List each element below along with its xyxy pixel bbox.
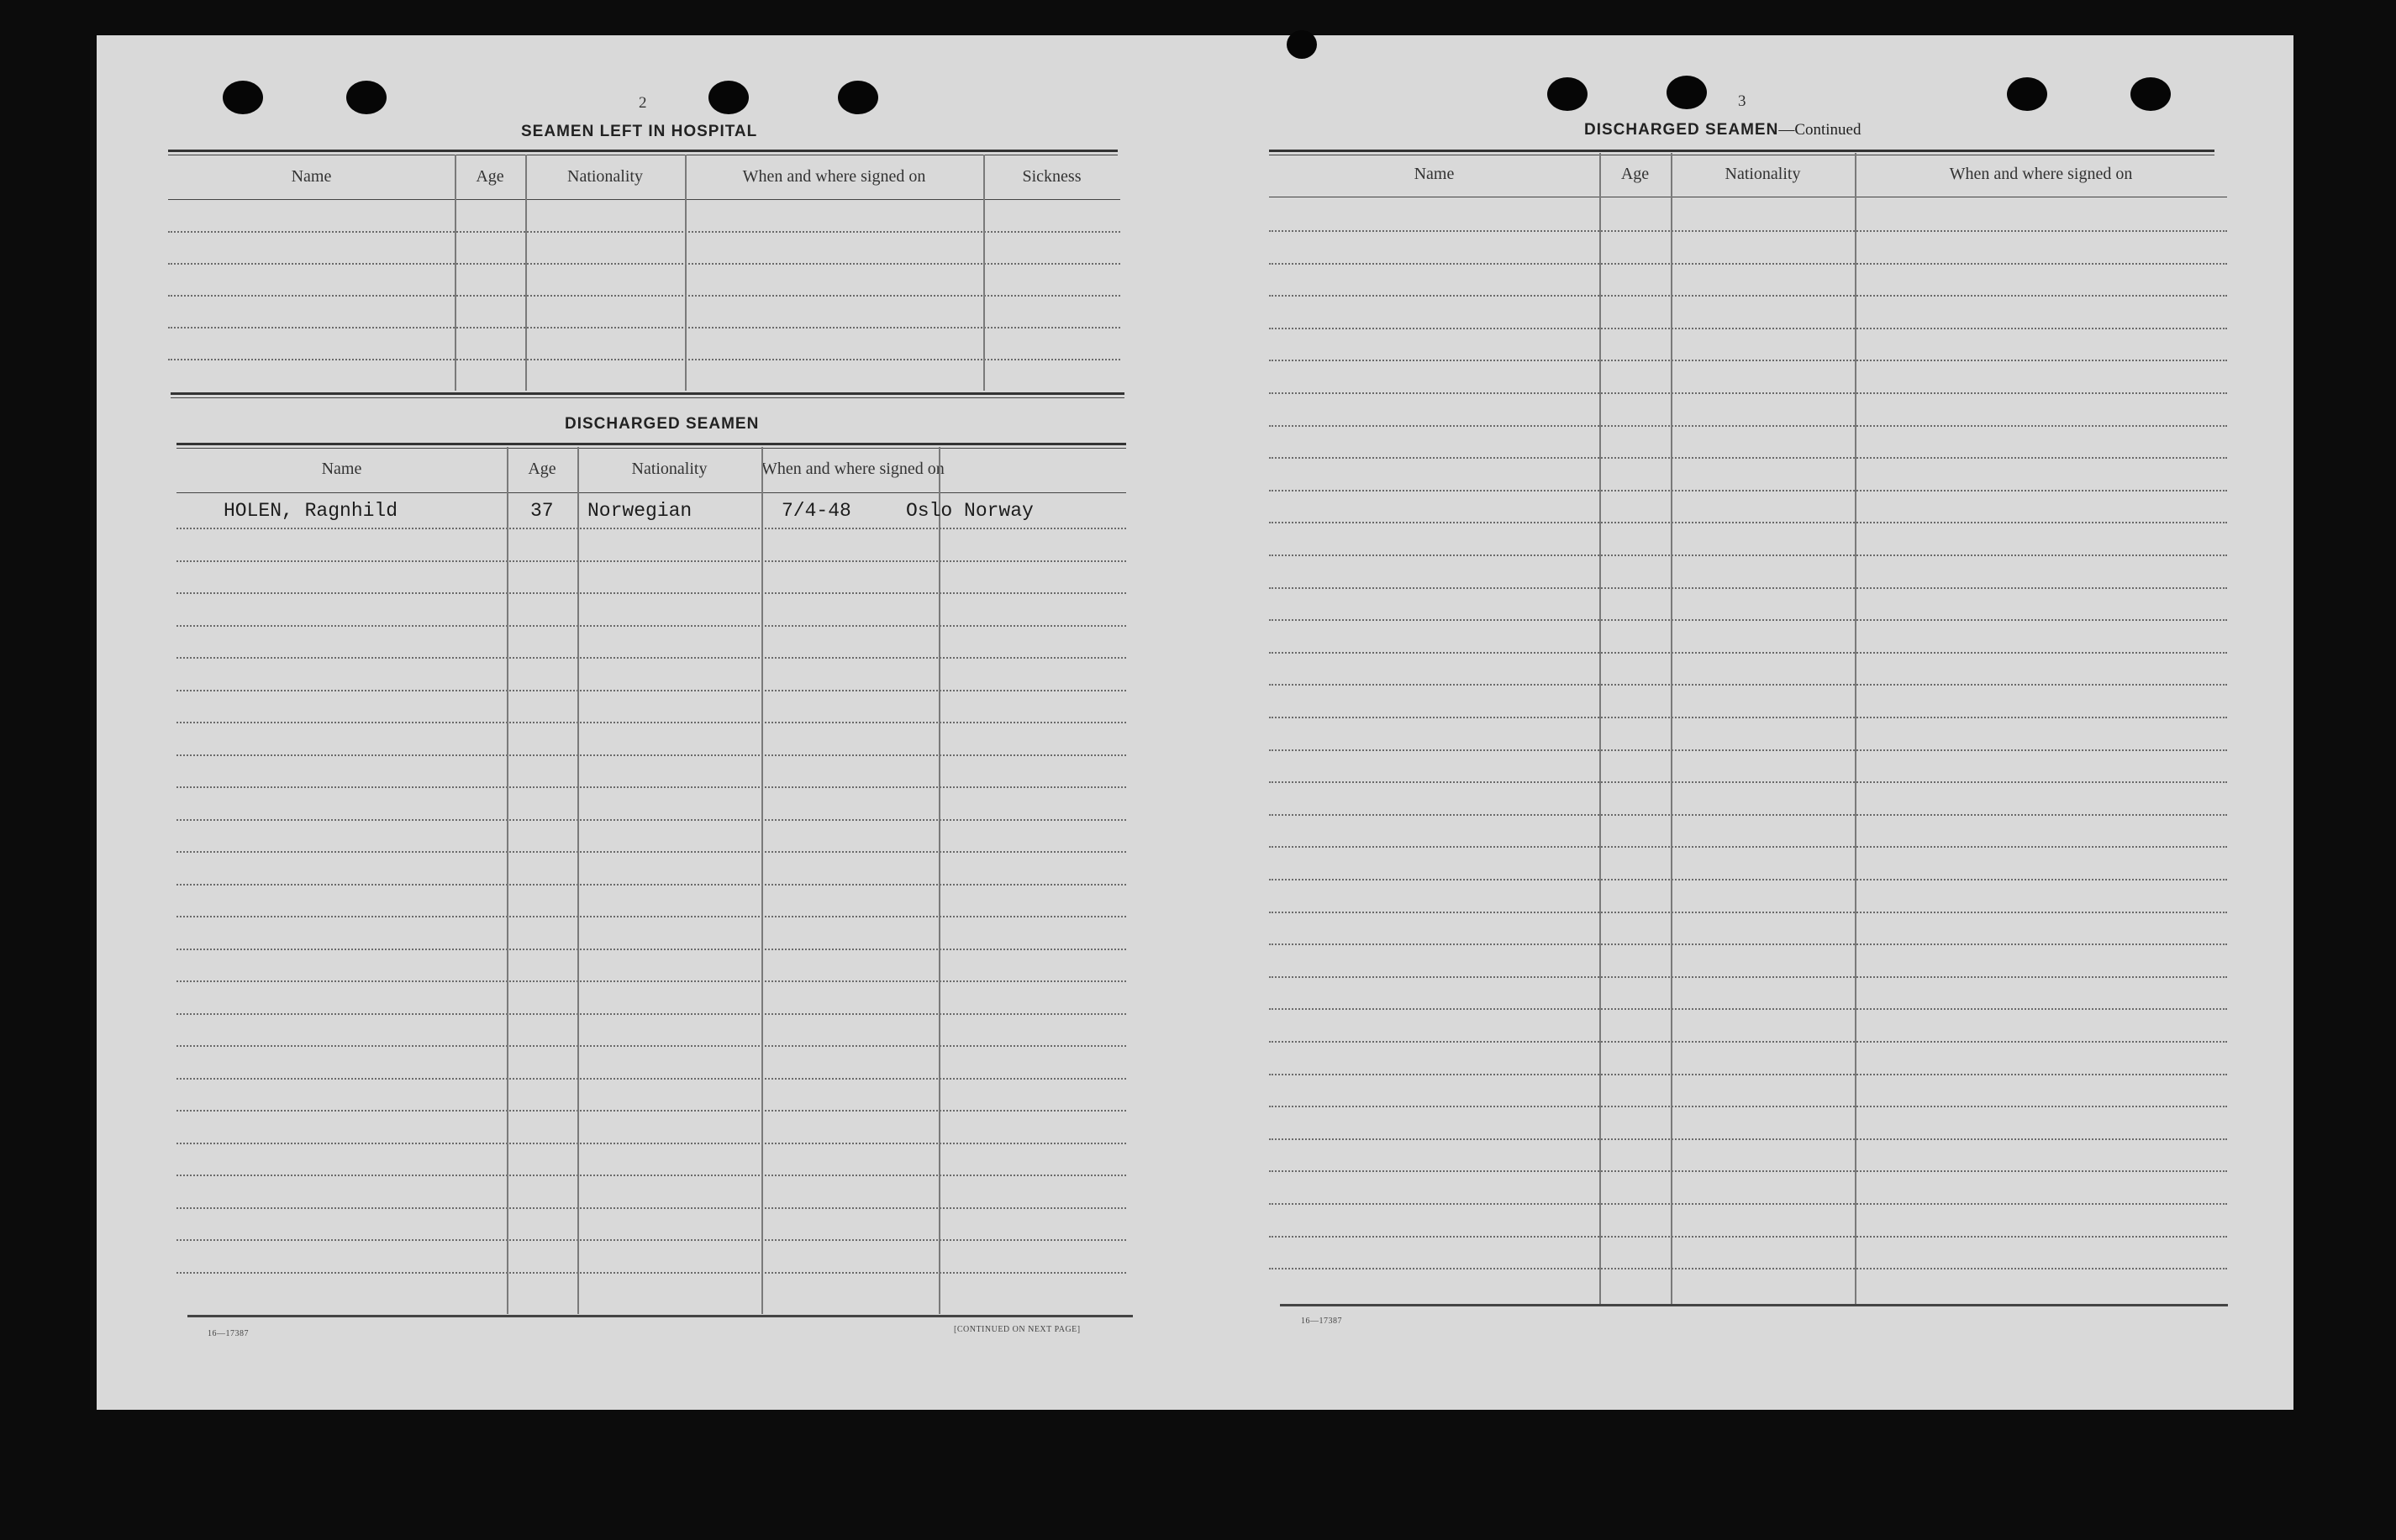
continued-row-line [1269, 1106, 2227, 1107]
discharged-row-line [176, 1207, 1126, 1209]
punch-hole [1667, 76, 1707, 109]
punch-hole [223, 81, 263, 114]
document-sheet [97, 35, 2293, 1410]
continued-row-line [1269, 555, 2227, 556]
discharged-row-line [176, 1143, 1126, 1144]
continued-row-line [1269, 1074, 2227, 1075]
discharged-top-rule [176, 443, 1126, 449]
hospital-header-name: Name [291, 167, 332, 186]
continued-row-line [1269, 976, 2227, 978]
discharged-section-title: DISCHARGED SEAMEN [565, 415, 760, 433]
hospital-column-divider [685, 155, 687, 391]
continued-row-line [1269, 846, 2227, 848]
hospital-row-line [168, 359, 1120, 360]
continued-row-line [1269, 295, 2227, 297]
continued-row-line [1269, 360, 2227, 361]
continued-title-suffix: —Continued [1778, 121, 1862, 139]
discharged-header-age: Age [528, 460, 556, 478]
cell-age: 37 [530, 500, 554, 522]
continued-row-line [1269, 1236, 2227, 1238]
continued-row-line [1269, 912, 2227, 913]
discharged-row-line [176, 1272, 1126, 1274]
discharged-row-line [176, 754, 1126, 756]
discharged-row-line [176, 851, 1126, 853]
discharged-header-name: Name [321, 460, 362, 478]
hospital-section-title: SEAMEN LEFT IN HOSPITAL [521, 123, 758, 140]
continued-row-line [1269, 814, 2227, 816]
continued-row-line [1269, 652, 2227, 654]
discharged-row-line [176, 884, 1126, 886]
punch-hole [2130, 77, 2171, 111]
hospital-row-line [168, 263, 1120, 265]
hospital-column-divider [455, 155, 456, 391]
hospital-header-age: Age [476, 167, 504, 186]
cell-place: Oslo Norway [906, 500, 1034, 522]
discharged-row-line [176, 819, 1126, 821]
hospital-column-divider [525, 155, 527, 391]
continued-row-line [1269, 1138, 2227, 1140]
punch-hole [346, 81, 387, 114]
continued-column-divider [1855, 153, 1856, 1304]
continued-row-line [1269, 392, 2227, 394]
continued-row-line [1269, 1203, 2227, 1205]
hospital-header-when-and-where-signed-on: When and where signed on [742, 167, 926, 186]
continued-row-line [1269, 1170, 2227, 1172]
discharged-header-nationality: Nationality [631, 460, 708, 478]
punch-hole [1287, 30, 1317, 59]
hospital-row-line [168, 327, 1120, 328]
discharged-row-line [176, 1175, 1126, 1176]
continued-row-line [1269, 684, 2227, 686]
continued-row-line [1269, 490, 2227, 491]
continued-row-line [1269, 619, 2227, 621]
discharged-row-line [176, 657, 1126, 659]
continued-row-line [1269, 263, 2227, 265]
continued-header-nationality: Nationality [1725, 165, 1801, 183]
continued-row-line [1269, 587, 2227, 589]
discharged-row-line [176, 1045, 1126, 1047]
discharged-row-line [176, 690, 1126, 691]
discharged-row-line [176, 592, 1126, 594]
discharged-row-line [176, 1239, 1126, 1241]
punch-hole [2007, 77, 2047, 111]
cell-date: 7/4-48 [782, 500, 851, 522]
discharged-row-line [176, 1078, 1126, 1080]
discharged-row-line [176, 528, 1126, 529]
continued-row-line [1269, 230, 2227, 232]
continued-row-line [1269, 522, 2227, 523]
continued-header-when-and-where-signed-on: When and where signed on [1949, 165, 2133, 183]
right-top-rule [1269, 150, 2214, 155]
hospital-column-divider [983, 155, 985, 391]
punch-hole [838, 81, 878, 114]
continued-title-main: DISCHARGED SEAMEN [1584, 121, 1779, 139]
discharged-row-line [176, 786, 1126, 788]
continued-row-line [1269, 879, 2227, 880]
discharged-row-line [176, 560, 1126, 562]
punch-hole [1547, 77, 1588, 111]
left-page-number: 2 [639, 94, 647, 112]
discharged-column-divider [577, 447, 579, 1314]
discharged-row-line [176, 625, 1126, 627]
continued-header-name: Name [1414, 165, 1455, 183]
hospital-top-rule [168, 150, 1118, 155]
hospital-row-line [168, 295, 1120, 297]
continued-row-line [1269, 1041, 2227, 1043]
cell-nationality: Norwegian [587, 500, 692, 522]
continued-row-line [1269, 943, 2227, 945]
discharged-row-line [176, 980, 1126, 982]
discharged-row-line [176, 916, 1126, 917]
right-bottom-rule [1280, 1304, 2228, 1306]
continued-row-line [1269, 1268, 2227, 1269]
hospital-header-sickness: Sickness [1022, 167, 1082, 186]
right-page-number: 3 [1738, 92, 1746, 110]
continued-column-divider [1671, 153, 1672, 1304]
right-form-number: 16—17387 [1301, 1317, 1342, 1326]
discharged-row-line [176, 949, 1126, 950]
continued-row-line [1269, 717, 2227, 718]
discharged-bottom-rule [187, 1315, 1133, 1317]
discharged-column-divider [939, 447, 940, 1314]
cell-name: HOLEN, Ragnhild [224, 500, 398, 522]
continued-row-line [1269, 749, 2227, 751]
hospital-header-rule [168, 199, 1120, 200]
discharged-row-line [176, 722, 1126, 723]
continued-column-divider [1599, 153, 1601, 1304]
discharged-column-divider [507, 447, 508, 1314]
punch-hole [708, 81, 749, 114]
discharged-column-divider [761, 447, 763, 1314]
left-form-number: 16—17387 [208, 1329, 249, 1338]
discharged-header-when-and-where-signed-on: When and where signed on [761, 460, 945, 478]
continued-note: [CONTINUED ON NEXT PAGE] [954, 1325, 1081, 1334]
discharged-header-rule [176, 492, 1126, 493]
hospital-row-line [168, 231, 1120, 233]
discharged-row-line [176, 1110, 1126, 1112]
continued-row-line [1269, 328, 2227, 329]
discharged-row-line [176, 1013, 1126, 1015]
continued-row-line [1269, 425, 2227, 427]
continued-header-age: Age [1620, 165, 1650, 183]
hospital-header-nationality: Nationality [567, 167, 643, 186]
continued-row-line [1269, 457, 2227, 459]
continued-section-title [1584, 121, 1861, 139]
continued-row-line [1269, 1008, 2227, 1010]
continued-row-line [1269, 781, 2227, 783]
hospital-bottom-rule [171, 392, 1124, 398]
